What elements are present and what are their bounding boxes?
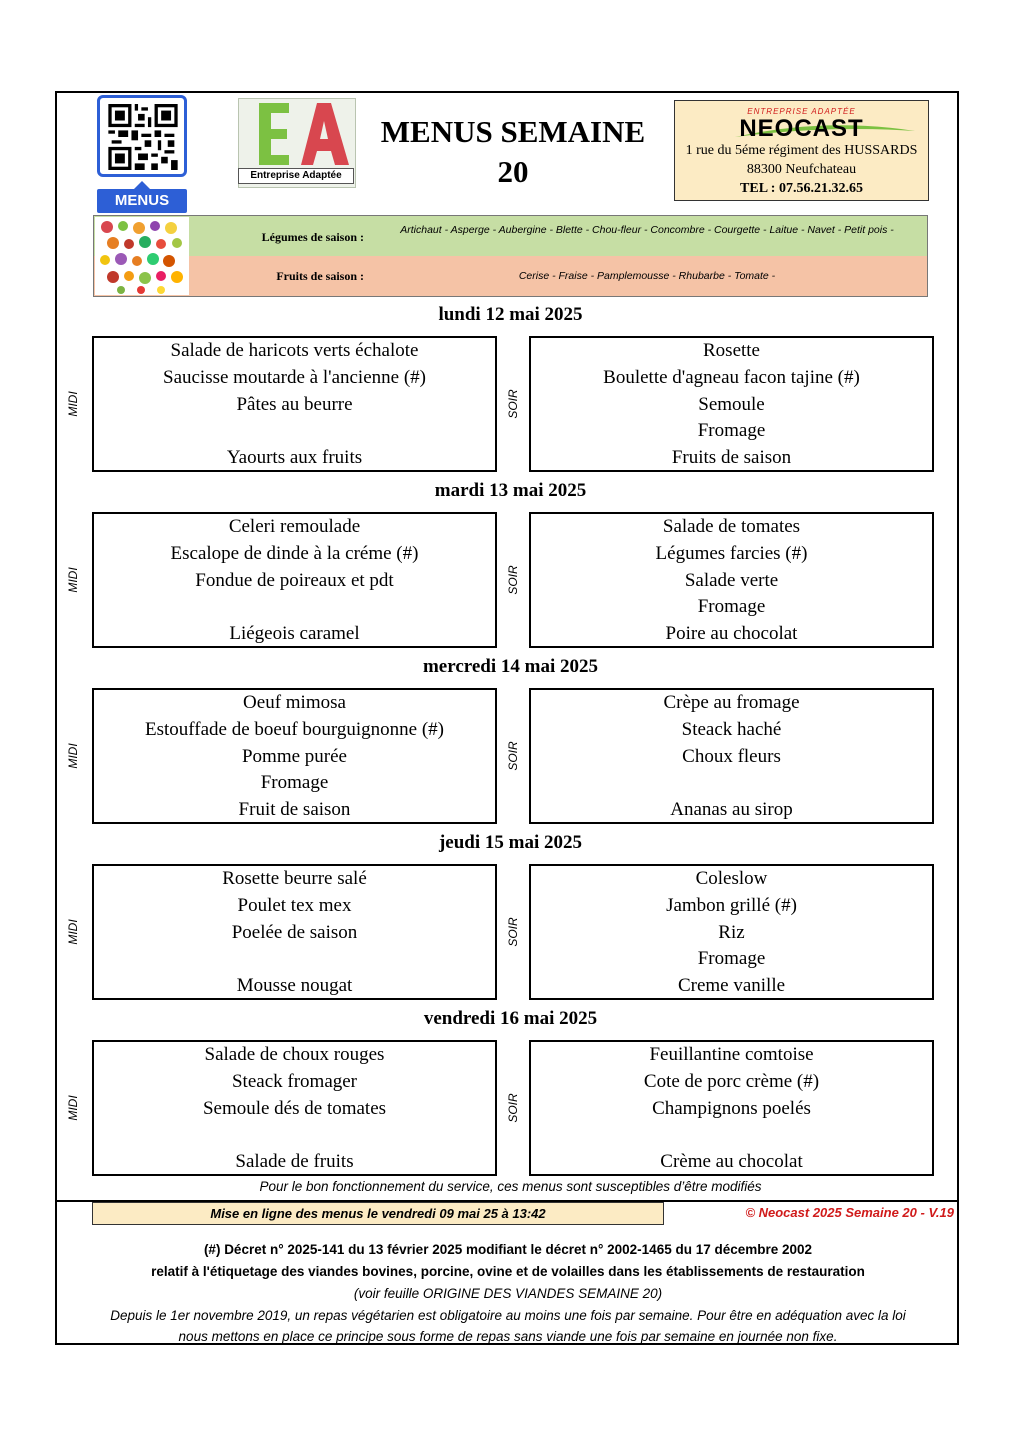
midi-label-text: MIDI: [66, 743, 80, 769]
fruits-vegetables-image: [95, 217, 189, 295]
menu-item: Légumes farcies (#): [655, 543, 808, 564]
menu-item: Crèpe au fromage: [663, 692, 800, 713]
menu-item: Salade de choux rouges: [204, 1044, 385, 1065]
midi-label: [63, 688, 83, 824]
menu-item: Estouffade de boeuf bourguignonne (#): [145, 719, 444, 740]
menu-item: Semoule dés de tomates: [202, 1098, 387, 1119]
soir-menu-box: [529, 864, 934, 1000]
page-title: [365, 112, 661, 192]
midi-label-text: MIDI: [66, 1095, 80, 1121]
copyright: © Neocast 2025 Semaine 20 - V.19: [745, 1205, 954, 1220]
vegetables-label: Légumes de saison :: [261, 230, 364, 244]
menu-item: Rosette: [703, 340, 760, 361]
day-title: vendredi 16 mai 2025: [423, 1008, 598, 1029]
day-title: lundi 12 mai 2025: [438, 304, 583, 325]
page-title-line1: MENUS SEMAINE: [380, 114, 646, 149]
menu-item: Salade de tomates: [662, 516, 801, 537]
soir-label-text: SOIR: [506, 917, 520, 947]
fruits-label: Fruits de saison :: [276, 269, 364, 283]
menu-item: Fruits de saison: [671, 447, 792, 468]
produce-illustration-icon: [95, 217, 189, 295]
menu-item: Mousse nougat: [236, 975, 353, 996]
menu-item: Celeri remoulade: [228, 516, 361, 537]
menu-item: Fromage: [697, 420, 766, 441]
menu-item: Fondue de poireaux et pdt: [195, 570, 394, 591]
company-phone: TEL : 07.56.21.32.65: [740, 181, 863, 196]
menu-item: Yaourts aux fruits: [226, 447, 363, 468]
midi-label-text: MIDI: [66, 391, 80, 417]
menu-item: Poire au chocolat: [665, 623, 798, 644]
ea-logo-icon: [239, 99, 355, 169]
soir-menu-box: [529, 512, 934, 648]
midi-menu-box: [92, 1040, 497, 1176]
fruits-list: Cerise - Fraise - Pamplemousse - Rhubarbe - Tomate -: [518, 270, 776, 282]
menu-item: Steack fromager: [231, 1071, 358, 1092]
menu-item: Crème au chocolat: [660, 1151, 803, 1172]
menu-item: Rosette beurre salé: [222, 868, 367, 889]
midi-label: [63, 864, 83, 1000]
day-title: jeudi 15 mai 2025: [438, 832, 583, 853]
soir-label-text: SOIR: [506, 389, 520, 419]
decree-line1: (#) Décret n° 2025-141 du 13 février 2025 modifiant le décret n° 2002-1465 du 17 décembre 2002: [203, 1242, 813, 1257]
company-tagline: ENTREPRISE ADAPTÉE: [747, 107, 856, 116]
company-info: [674, 100, 929, 201]
menu-item: Steack haché: [681, 719, 782, 740]
midi-label: [63, 336, 83, 472]
soir-label: [503, 688, 523, 824]
menu-item: Poulet tex mex: [237, 895, 352, 916]
menu-item: Choux fleurs: [682, 746, 781, 767]
soir-menu-box: [529, 688, 934, 824]
seasonal-produce-box: [93, 215, 928, 297]
company-address-line1: 1 rue du 5éme régiment des HUSSARDS: [685, 143, 918, 158]
company-address-line2: 88300 Neufchateau: [746, 162, 857, 177]
soir-menu-box: [529, 336, 934, 472]
menu-item: Fruit de saison: [238, 799, 351, 820]
menu-item: Riz: [718, 922, 745, 943]
menu-item: Oeuf mimosa: [243, 692, 346, 713]
day-title: mardi 13 mai 2025: [434, 480, 587, 501]
menu-item: Jambon grillé (#): [666, 895, 797, 916]
midi-menu-box: [92, 864, 497, 1000]
menu-item: Pomme purée: [241, 746, 347, 767]
decree-line2: relatif à l'étiquetage des viandes bovines, porcine, ovine et de volailles dans les établissements de restauration: [151, 1264, 865, 1279]
modification-note: Pour le bon fonctionnement du service, ces menus sont susceptibles d’être modifiés: [259, 1179, 762, 1194]
midi-label-text: MIDI: [66, 919, 80, 945]
soir-label-text: SOIR: [506, 741, 520, 771]
soir-label: [503, 336, 523, 472]
qr-code[interactable]: [97, 95, 187, 177]
menu-item: Ananas au sirop: [670, 799, 793, 820]
midi-menu-box: [92, 512, 497, 648]
ea-logo-caption: Entreprise Adaptée: [238, 168, 354, 184]
soir-label: [503, 512, 523, 648]
midi-label: [63, 512, 83, 648]
menu-item: Liégeois caramel: [229, 623, 360, 644]
soir-label-text: SOIR: [506, 565, 520, 595]
vegetables-list: Artichaut - Asperge - Aubergine - Blette - Chou-fleur - Concombre - Courgette - Laitue - Navet - Petit pois -: [400, 224, 894, 236]
soir-label-text: SOIR: [506, 1093, 520, 1123]
decree-line3: (voir feuille ORIGINE DES VIANDES SEMAINE 20): [353, 1286, 663, 1301]
publish-date: Mise en ligne des menus le vendredi 09 mai 25 à 13:42: [92, 1202, 664, 1225]
qr-menus-label[interactable]: MENUS: [97, 189, 187, 213]
midi-menu-box: [92, 336, 497, 472]
menu-item: Creme vanille: [677, 975, 786, 996]
soir-label: [503, 864, 523, 1000]
vegetarian-line2: nous mettons en place ce principe sous forme de repas sans viande une fois par semaine en journée non fixe.: [178, 1329, 838, 1344]
menu-item: Semoule: [698, 394, 765, 415]
menu-item: Coleslow: [695, 868, 768, 889]
midi-label: [63, 1040, 83, 1176]
company-brand: NEOCAST: [739, 115, 864, 142]
menu-item: Fromage: [697, 948, 766, 969]
menu-item: Cote de porc crème (#): [643, 1071, 820, 1092]
midi-label-text: MIDI: [66, 567, 80, 593]
menu-item: Salade verte: [684, 570, 779, 591]
neocast-logo: [675, 103, 928, 143]
midi-menu-box: [92, 688, 497, 824]
menu-item: Pâtes au beurre: [236, 394, 353, 415]
menu-item: Fromage: [697, 596, 766, 617]
page-title-line2: 20: [497, 154, 529, 189]
menu-item: Salade de haricots verts échalote: [170, 340, 419, 361]
day-title: mercredi 14 mai 2025: [422, 656, 598, 677]
menu-item: Escalope de dinde à la créme (#): [170, 543, 419, 564]
menu-item: Champignons poelés: [652, 1098, 811, 1119]
menu-item: Boulette d'agneau facon tajine (#): [603, 367, 860, 388]
soir-menu-box: [529, 1040, 934, 1176]
vegetarian-line1: Depuis le 1er novembre 2019, un repas végétarien est obligatoire au moins une fois par semaine. Pour être en adéquation avec la loi: [110, 1308, 906, 1323]
menu-item: Feuillantine comtoise: [649, 1044, 814, 1065]
menu-item: Fromage: [260, 772, 329, 793]
qr-code-icon: [108, 104, 178, 170]
menu-item: Saucisse moutarde à l'ancienne (#): [163, 367, 426, 388]
menu-item: Salade de fruits: [235, 1151, 354, 1172]
soir-label: [503, 1040, 523, 1176]
menu-item: Poelée de saison: [231, 922, 358, 943]
